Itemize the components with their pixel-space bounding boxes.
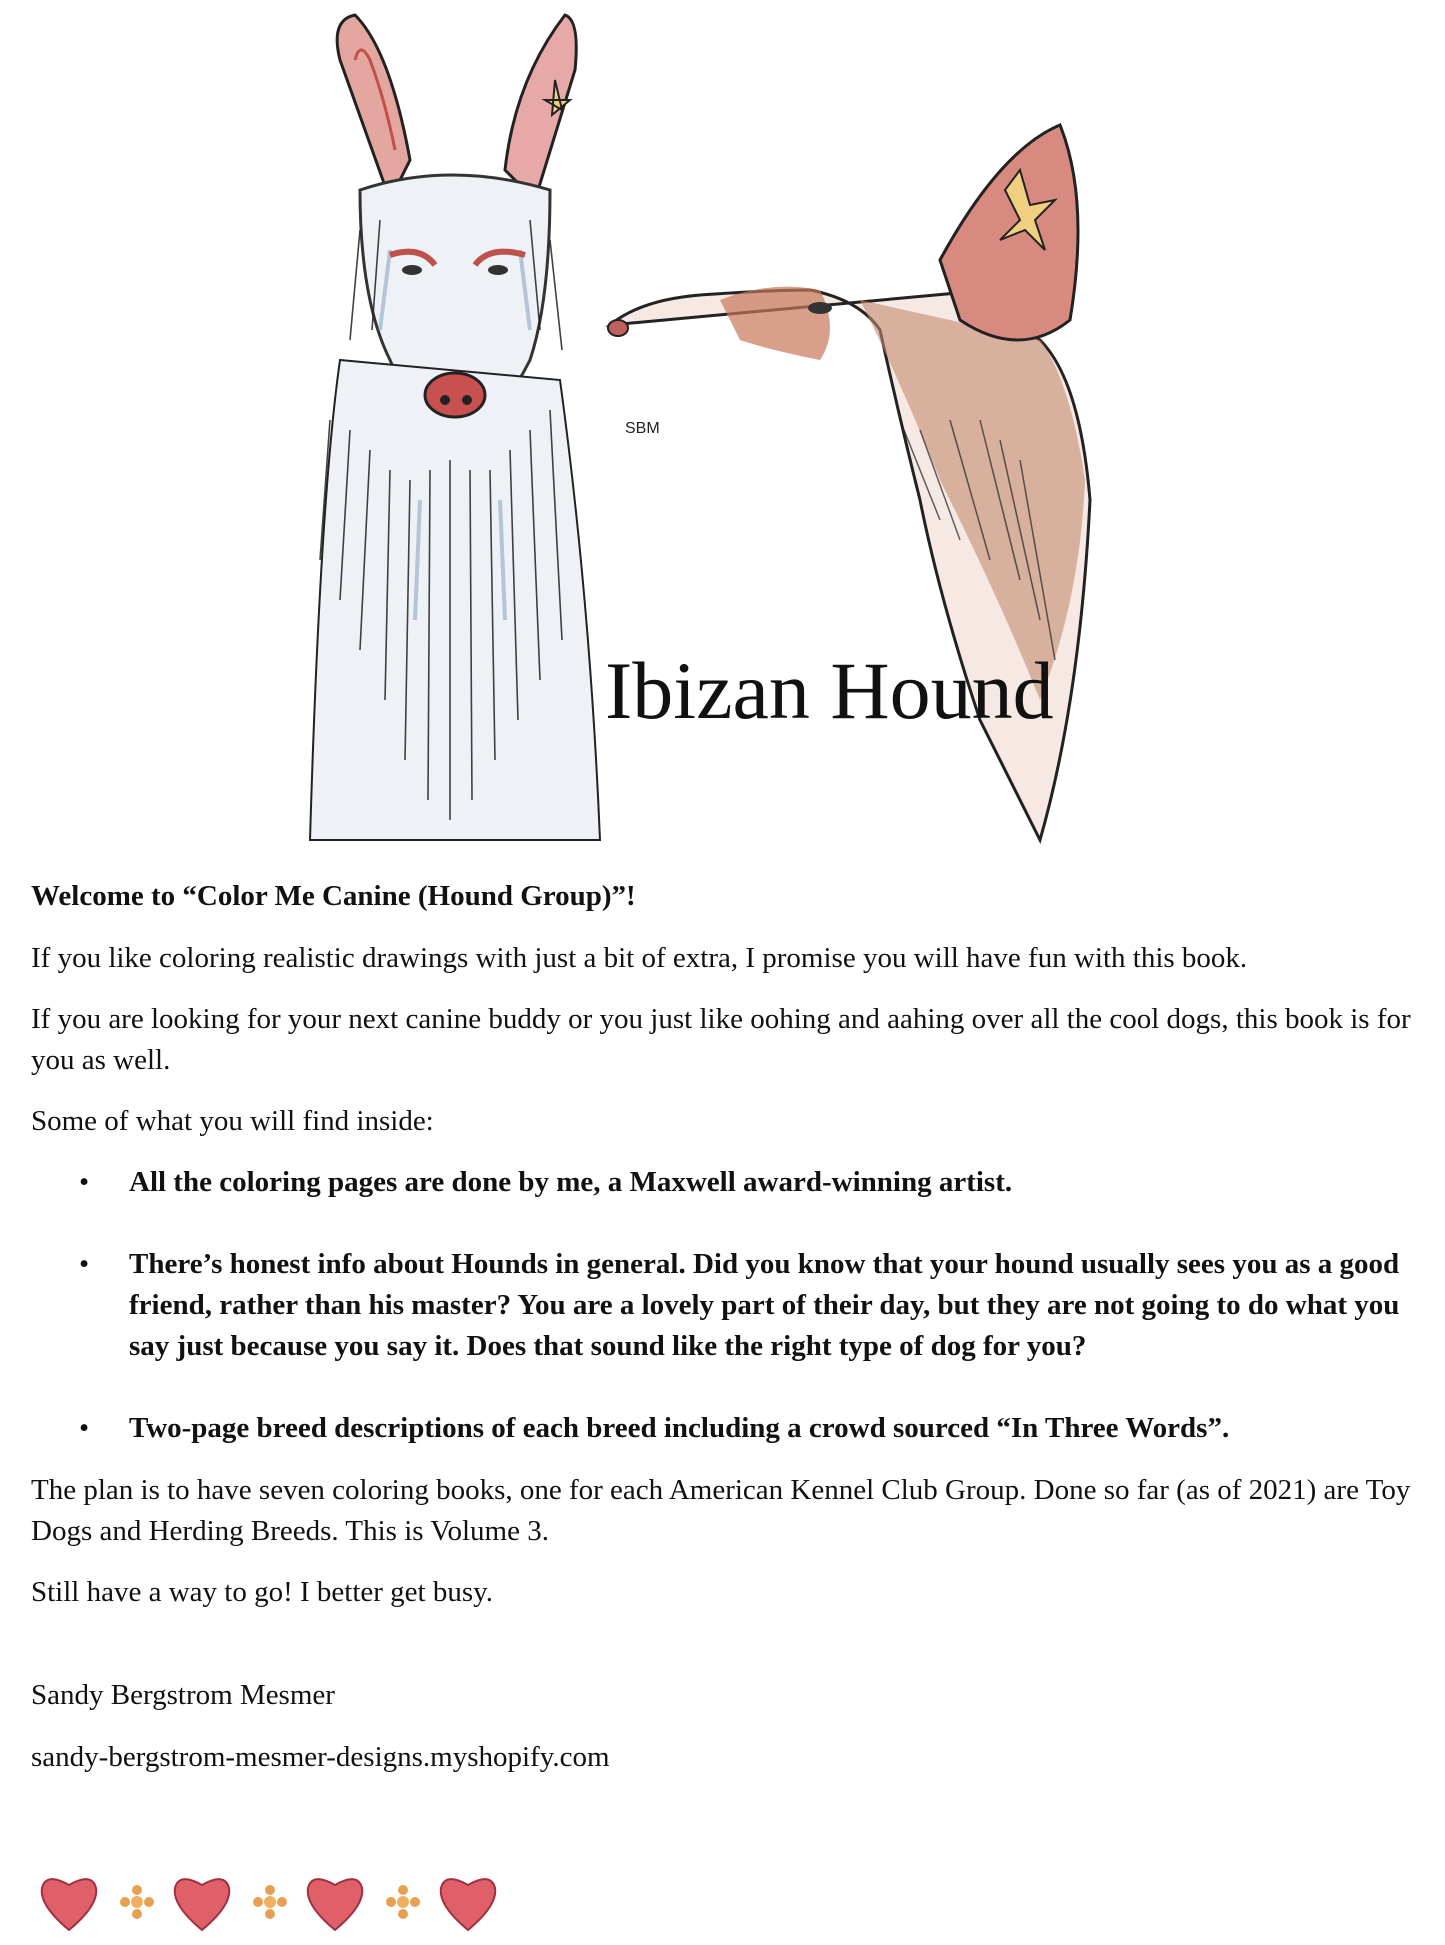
plan-paragraph: The plan is to have seven coloring books, one for each American Kennel Club Group. Done so far (as of 2021) are Toy Dogs and Herding Breeds. This is Volume 3. xyxy=(31,1474,1411,1547)
flower-icon xyxy=(386,1885,420,1919)
intro-paragraph-2: If you are looking for your next canine buddy or you just like oohing and aahing over all the cool dogs, this book is for you as well. xyxy=(31,1003,1411,1076)
list-item: • All the coloring pages are done by me, a Maxwell award-winning artist. xyxy=(79,1166,1013,1198)
page-content xyxy=(31,876,1411,1778)
heart-icon xyxy=(308,1879,363,1930)
cover-illustration xyxy=(300,0,1120,850)
artist-signature: SBM xyxy=(625,420,660,437)
website-link[interactable]: sandy-bergstrom-mesmer-designs.myshopify.com xyxy=(31,1741,610,1773)
decorative-border xyxy=(34,1870,514,1940)
heart-icon xyxy=(441,1879,496,1930)
flower-icon xyxy=(120,1885,154,1919)
flower-icon xyxy=(253,1885,287,1919)
list-item: • There’s honest info about Hounds in general. Did you know that your hound usually sees you as a good friend, rather than his master? You are a lovely part of their day, but they are not going to do what you say just because you say it. Does that sound like the right type of dog for you? xyxy=(79,1248,1400,1362)
breed-title: Ibizan Hound xyxy=(605,645,1054,736)
author-name: Sandy Bergstrom Mesmer xyxy=(31,1679,335,1711)
welcome-heading: Welcome to “Color Me Canine (Hound Group)”! xyxy=(31,880,636,912)
intro-paragraph-3: Some of what you will find inside: xyxy=(31,1105,434,1137)
wire-hound-drawing xyxy=(310,15,600,840)
feature-list xyxy=(31,1162,1411,1449)
heart-icon xyxy=(175,1879,230,1930)
list-item: • Two-page breed descriptions of each breed including a crowd sourced “In Three Words”. xyxy=(79,1412,1230,1444)
busy-paragraph: Still have a way to go! I better get busy. xyxy=(31,1576,494,1608)
intro-paragraph-1: If you like coloring realistic drawings with just a bit of extra, I promise you will have fun with this book. xyxy=(31,942,1248,974)
heart-icon xyxy=(42,1879,97,1930)
